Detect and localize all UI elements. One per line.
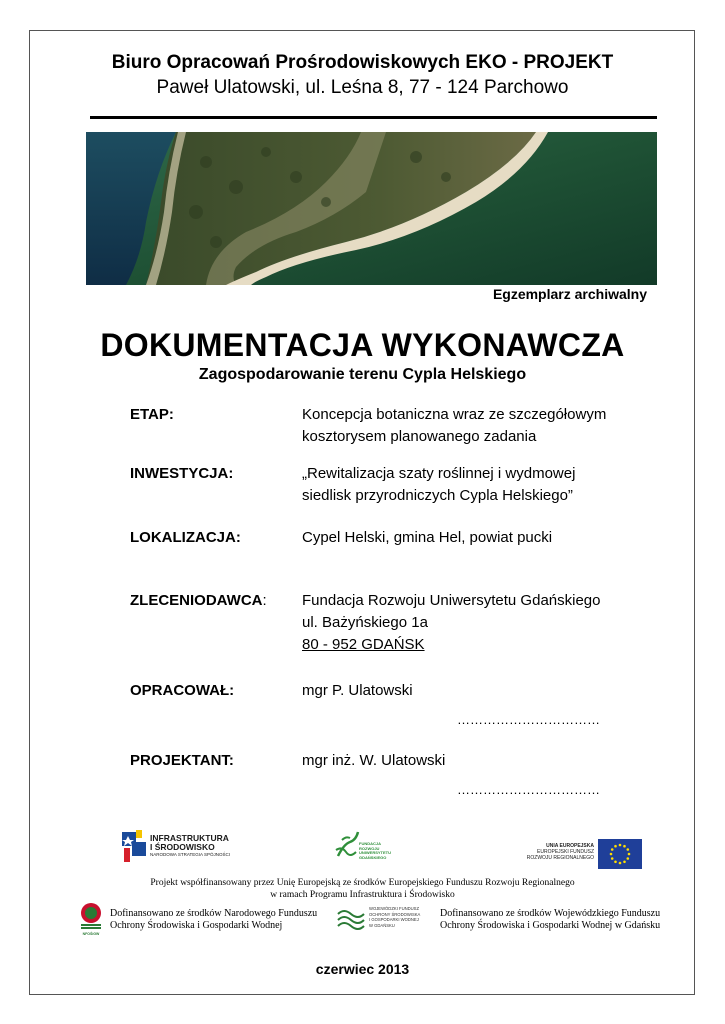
wfosigw-line-1: WOJEWÓDZKI FUNDUSZ bbox=[369, 906, 420, 911]
fundacja-line-3: UNIWERSYTETU bbox=[359, 850, 391, 856]
nfosigw-statement bbox=[110, 908, 317, 932]
document-title: DOKUMENTACJA WYKONAWCZA bbox=[100, 327, 625, 363]
document-date: czerwiec 2013 bbox=[315, 961, 410, 977]
zleceniodawca-line-2: ul. Bażyńskiego 1a bbox=[302, 614, 428, 631]
opracowal-signature-line: …………………………… bbox=[457, 712, 600, 727]
nfosigw-emblem-icon bbox=[78, 902, 104, 932]
wfosigw-statement bbox=[440, 908, 660, 932]
zleceniodawca-colon: : bbox=[262, 592, 267, 609]
lokalizacja-label: LOKALIZACJA: bbox=[130, 529, 241, 546]
etap-value bbox=[302, 404, 682, 448]
infrastruktura-line-3: NARODOWA STRATEGIA SPÓJNOŚCI bbox=[150, 852, 231, 857]
infrastruktura-line-2: I ŚRODOWISKO bbox=[150, 842, 215, 852]
nfosigw-abbr: NFOŚiGW bbox=[82, 932, 100, 936]
zleceniodawca-value bbox=[302, 590, 682, 656]
org-name: Biuro Opracowań Prośrodowiskowych EKO - PROJEKT bbox=[111, 52, 614, 73]
projektant-label: PROJEKTANT: bbox=[130, 752, 234, 769]
wfosigw-line-2: OCHRONY ŚRODOWISKA bbox=[369, 911, 421, 917]
eu-logo bbox=[520, 838, 644, 870]
projektant-signature-line: …………………………… bbox=[457, 782, 600, 797]
fundacja-line-4: GDAŃSKIEGO bbox=[359, 854, 387, 860]
inwestycja-value bbox=[302, 463, 682, 507]
archive-label: Egzemplarz archiwalny bbox=[492, 286, 647, 302]
infrastruktura-line-1: INFRASTRUKTURA bbox=[150, 833, 229, 843]
document-subtitle: Zagospodarowanie terenu Cypla Helskiego bbox=[198, 366, 527, 383]
lokalizacja-line-1: Cypel Helski, gmina Hel, powiat pucki bbox=[302, 529, 553, 546]
inwestycja-label: INWESTYCJA: bbox=[130, 465, 234, 482]
infrastruktura-logo bbox=[120, 828, 240, 866]
projektant-line-1: mgr inż. W. Ulatowski bbox=[302, 752, 446, 769]
nfosigw-logo bbox=[78, 902, 104, 936]
wfosigw-stmt-line-1: Dofinansowano ze środków Wojewódzkiego Funduszu bbox=[440, 908, 661, 919]
wfosigw-logo bbox=[336, 906, 436, 936]
eu-line-3: ROZWOJU REGIONALNEGO bbox=[526, 855, 594, 861]
wfosigw-stmt-line-2: Ochrony Środowiska i Gospodarki Wodnej w Gdańsku bbox=[440, 920, 661, 931]
eu-line-2: EUROPEJSKI FUNDUSZ bbox=[537, 849, 594, 855]
lokalizacja-value bbox=[302, 527, 682, 549]
zleceniodawca-label-text: ZLECENIODAWCA bbox=[130, 592, 263, 609]
cofinancing-line-2: w ramach Programu Infrastruktura i Środowisko bbox=[270, 890, 455, 900]
etap-line-2: kosztorysem planowanego zadania bbox=[302, 428, 537, 445]
fundacja-emblem-icon bbox=[334, 830, 360, 860]
nfosigw-line-2: Ochrony Środowiska i Gospodarki Wodnej bbox=[110, 920, 283, 931]
zleceniodawca-line-1: Fundacja Rozwoju Uniwersytetu Gdańskiego bbox=[302, 592, 601, 609]
nfosigw-line-1: Dofinansowano ze środków Narodowego Funduszu bbox=[110, 908, 318, 919]
cofinancing-line-1: Projekt współfinansowany przez Unię Europejską ze środków Europejskiego Funduszu Rozwoju Regionalnego bbox=[150, 878, 575, 888]
inwestycja-line-2: siedlisk przyrodniczych Cypla Helskiego” bbox=[302, 487, 573, 504]
opracowal-line-1: mgr P. Ulatowski bbox=[302, 682, 413, 699]
eu-line-1: UNIA EUROPEJSKA bbox=[546, 843, 594, 849]
wfosigw-line-4: W GDAŃSKU bbox=[369, 922, 395, 928]
etap-label: ETAP: bbox=[130, 406, 174, 423]
header-divider bbox=[90, 116, 657, 119]
wfosigw-emblem-icon bbox=[336, 906, 366, 932]
eu-flag-icon bbox=[598, 839, 642, 869]
infrastruktura-emblem-icon bbox=[120, 828, 148, 864]
etap-line-1: Koncepcja botaniczna wraz ze szczegółowym bbox=[302, 406, 607, 423]
opracowal-value bbox=[302, 680, 682, 702]
projektant-value bbox=[302, 750, 682, 772]
zleceniodawca-line-3: 80 - 952 GDAŃSK bbox=[302, 636, 425, 653]
cofinancing-statement bbox=[0, 877, 725, 901]
opracowal-label: OPRACOWAŁ: bbox=[130, 682, 235, 699]
fundacja-line-1: FUNDACJA bbox=[359, 841, 381, 846]
fundacja-logo bbox=[334, 830, 404, 866]
inwestycja-line-1: „Rewitalizacja szaty roślinnej i wydmowej bbox=[302, 465, 576, 482]
fundacja-line-2: ROZWOJU bbox=[359, 845, 380, 851]
aerial-photo bbox=[86, 132, 657, 285]
zleceniodawca-label bbox=[130, 592, 267, 609]
wfosigw-line-3: I GOSPODARKI WODNEJ bbox=[369, 917, 419, 922]
org-address: Paweł Ulatowski, ul. Leśna 8, 77 - 124 Parchowo bbox=[156, 77, 569, 98]
